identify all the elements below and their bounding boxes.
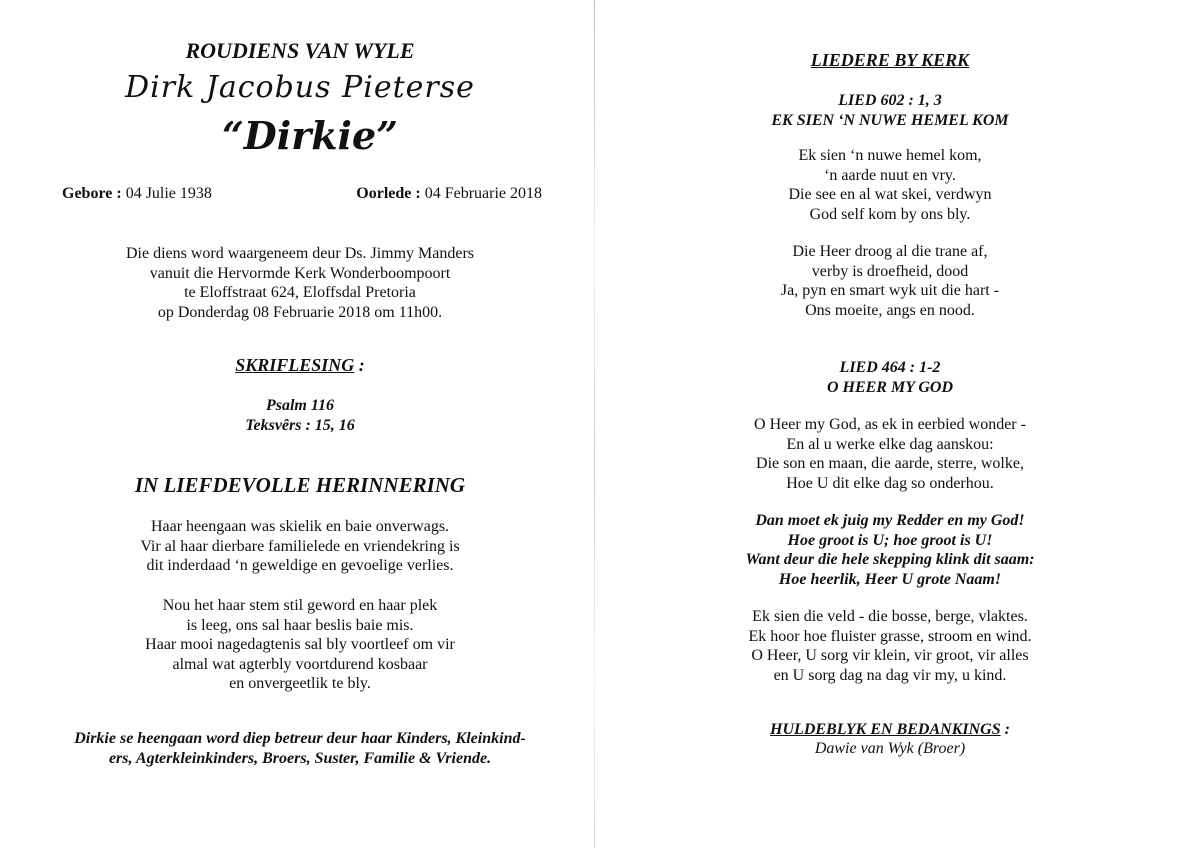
tribute-heading	[595, 721, 1185, 739]
mourners-line: ers, Agterkleinkinders, Broers, Suster, Familie & Vriende.	[108, 749, 492, 767]
hymn-2-verse-1	[595, 415, 1185, 493]
verse-line: ‘n aarde nuut en vry.	[824, 166, 956, 184]
heading-in-memory: ROUDIENS VAN WYLE	[185, 38, 415, 63]
mourners-statement	[50, 729, 550, 768]
paragraph-line: Haar mooi nagedagtenis sal bly voortleef om vir	[145, 636, 455, 653]
songs-title: LIEDERE BY KERK	[810, 50, 970, 70]
paragraph-line: Vir al haar dierbare familielede en vriendekring is	[140, 537, 460, 555]
tribute-title: HULDEBLYK EN BEDANKINGS	[770, 721, 1001, 738]
hymn-name: EK SIEN ‘N NUWE HEMEL KOM	[771, 111, 1009, 129]
mourners-line: Dirkie se heengaan word diep betreur deur haar Kinders, Kleinkind-	[74, 730, 526, 747]
scripture-heading	[0, 355, 600, 376]
memorial-paragraph-1	[0, 517, 600, 576]
tribute-by: Dawie van Wyk (Broer)	[814, 740, 966, 757]
songs-heading	[595, 50, 1185, 71]
died-label: Oorlede :	[356, 185, 421, 202]
verse-line: Ek sien ‘n nuwe hemel kom,	[798, 147, 982, 164]
deceased-nickname: “Dirkie”	[221, 113, 399, 158]
born-label: Gebore :	[62, 185, 122, 202]
deceased-full-name: Dirk Jacobus Pieterse	[125, 70, 475, 105]
hymn-number: LIED 602 : 1, 3	[838, 92, 942, 109]
chorus-line: Hoe groot is U; hoe groot is U!	[787, 531, 993, 549]
memorial-paragraph-2	[0, 596, 600, 694]
chorus-line: Dan moet ek juig my Redder en my God!	[755, 512, 1025, 529]
verse-line: O Heer my God, as ek in eerbied wonder -	[754, 416, 1026, 433]
hymn-2-heading	[595, 358, 1185, 397]
hymn-1-verse-2	[595, 242, 1185, 320]
paragraph-line: Haar heengaan was skielik en baie onverwags.	[150, 518, 450, 535]
verse-line: God self kom by ons bly.	[809, 205, 971, 223]
chorus-line: Want deur die hele skepping klink dit saam:	[745, 551, 1035, 568]
paragraph-line: Nou het haar stem stil geword en haar plek	[162, 597, 438, 614]
paragraph-line: en onvergeetlik te bly.	[229, 675, 371, 692]
verse-line: Ek hoor hoe fluister grasse, stroom en wind.	[748, 627, 1032, 645]
verse-line: en U sorg dag na dag vir my, u kind.	[773, 666, 1007, 684]
paragraph-line: almal wat agterbly voortdurend kosbaar	[172, 655, 428, 673]
scripture-line: Teksvêrs : 15, 16	[245, 416, 355, 434]
verse-line: Die son en maan, die aarde, sterre, wolke,	[756, 455, 1024, 472]
service-details	[0, 244, 600, 322]
memorial-heading: IN LIEFDEVOLLE HERINNERING	[134, 473, 466, 497]
hymn-2-chorus	[595, 511, 1185, 589]
scripture-title: SKRIFLESING	[235, 355, 355, 375]
service-line: op Donderdag 08 Februarie 2018 om 11h00.	[157, 303, 443, 321]
verse-line: Die see en al wat skei, verdwyn	[788, 186, 992, 203]
hymn-number: LIED 464 : 1-2	[839, 359, 941, 376]
verse-line: En al u werke elke dag aanskou:	[786, 435, 994, 453]
hymn-name: O HEER MY GOD	[826, 378, 954, 396]
service-line: te Eloffstraat 624, Eloffsdal Pretoria	[184, 284, 416, 301]
chorus-line: Hoe heerlik, Heer U grote Naam!	[778, 570, 1002, 588]
paragraph-line: is leeg, ons sal haar beslis baie mis.	[186, 616, 414, 634]
scripture-line: Psalm 116	[265, 397, 334, 414]
scripture-colon: :	[354, 355, 365, 375]
death-date	[356, 185, 542, 203]
hymn-1-verse-1	[595, 146, 1185, 224]
verse-line: Die Heer droog al die trane af,	[792, 243, 988, 260]
scripture-reading	[0, 396, 600, 435]
service-line: vanuit die Hervormde Kerk Wonderboompoort	[149, 264, 451, 282]
verse-line: verby is droefheid, dood	[811, 262, 969, 280]
died-value: 04 Februarie 2018	[424, 185, 542, 202]
hymn-1-heading	[595, 91, 1185, 130]
verse-line: Ek sien die veld - die bosse, berge, vlaktes.	[752, 608, 1028, 625]
verse-line: Ja, pyn en smart wyk uit die hart -	[780, 282, 1000, 299]
tribute-colon: :	[1000, 721, 1010, 738]
hymn-2-verse-2	[595, 607, 1185, 685]
birth-date	[62, 185, 212, 203]
paragraph-line: dit inderdaad ‘n geweldige en gevoelige verlies.	[146, 557, 454, 574]
life-dates	[62, 185, 542, 203]
born-value: 04 Julie 1938	[125, 185, 212, 202]
verse-line: O Heer, U sorg vir klein, vir groot, vir alles	[751, 647, 1029, 664]
verse-line: Ons moeite, angs en nood.	[805, 301, 975, 319]
verse-line: Hoe U dit elke dag so onderhou.	[786, 474, 994, 492]
service-line: Die diens word waargeneem deur Ds. Jimmy Manders	[125, 245, 475, 262]
